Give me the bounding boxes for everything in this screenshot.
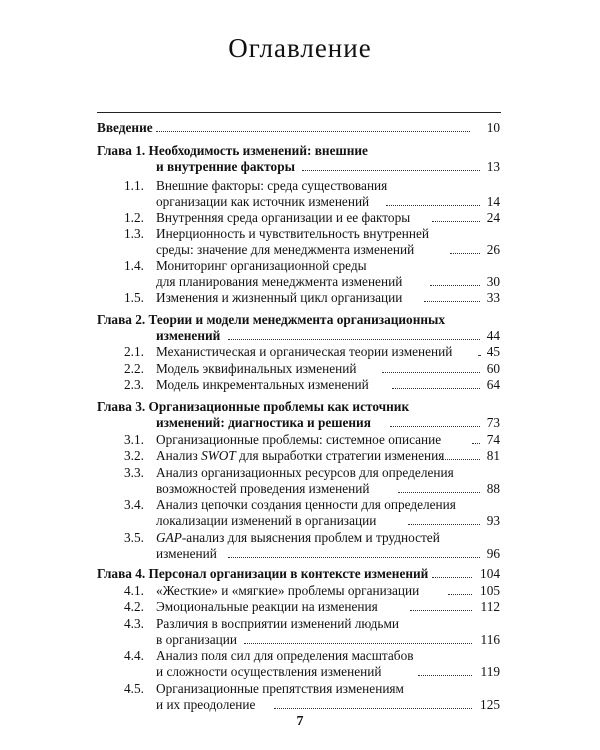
toc-page-number: 10 [486,120,500,135]
toc-section-4-1[interactable] [124,583,420,599]
section-title: «Жесткие» и «мягкие» проблемы организации [156,583,420,598]
toc-page-number: 45 [486,344,500,359]
toc-section-4-4[interactable] [124,648,414,664]
toc-page-number: 14 [486,194,500,209]
chapter-title-cont: изменений: диагностика и решения [156,415,371,430]
section-number: 1.3. [124,226,144,241]
chapter-number: Глава 4. [97,566,146,581]
leader-dots [386,205,480,206]
section-title: Организационные препятствия изменениям [156,681,404,696]
toc-section-3-1[interactable] [124,432,442,448]
toc-page-number: 96 [486,546,500,561]
leader-dots [472,443,480,444]
section-number: 3.3. [124,465,144,480]
toc-section-4-2[interactable] [124,599,378,615]
section-number: 3.2. [124,448,144,463]
section-title-b: для выработки стратегии изменения [235,448,445,463]
toc-page-number: 24 [486,210,500,225]
section-number: 2.3. [124,377,144,392]
leader-dots [424,301,480,302]
section-title-cont: организации как источник изменений [156,194,370,209]
toc-intro-label: Введение [97,120,153,135]
toc-page-number: 44 [486,328,500,343]
section-number: 1.2. [124,210,144,225]
leader-dots [430,285,480,286]
leader-dots [432,577,472,578]
toc-page-number: 81 [486,448,500,463]
section-number: 3.1. [124,432,144,447]
toc-section-2-3[interactable] [124,377,369,393]
chapter-title-cont: и внутренние факторы [156,159,295,174]
toc-page-number: 116 [480,632,500,647]
leader-dots [408,524,480,525]
section-number: 3.4. [124,497,144,512]
chapter-title: Персонал организации в контексте изменений [148,566,429,581]
section-title: Механистическая и органическая теории изменений [156,344,453,359]
toc-page-number: 26 [486,242,500,257]
toc-page-number: 60 [486,361,500,376]
leader-dots [448,594,472,595]
section-title: Мониторинг организационной среды [156,258,367,273]
section-title: Изменения и жизненный цикл организации [156,290,403,305]
leader-dots [302,170,480,171]
section-number: 4.4. [124,648,144,663]
chapter-title-cont: изменений [156,328,221,343]
chapter-title: Необходимость изменений: внешние [148,143,368,158]
toc-section-3-4[interactable] [124,497,456,513]
leader-dots [432,221,480,222]
toc-section-3-2[interactable] [124,448,445,464]
toc-page-number: 88 [486,481,500,496]
section-title: Различия в восприятии изменений людьми [156,616,400,631]
section-title: Внешние факторы: среда существования [156,178,388,193]
chapter-title: Теории и модели менеджмента организационных [148,312,446,327]
leader-dots [390,426,480,427]
leader-dots [478,355,480,356]
section-number: 2.1. [124,344,144,359]
section-number: 4.5. [124,681,144,696]
section-title: Анализ поля сил для определения масштабов [156,648,414,663]
section-title-cont: в организации [156,632,237,647]
toc-page-number: 104 [480,566,500,581]
section-number: 4.1. [124,583,144,598]
toc-page-number: 74 [486,432,500,447]
leader-dots [382,372,480,373]
section-number: 4.2. [124,599,144,614]
section-title-cont: и сложности осуществления изменений [156,664,382,679]
toc-section-1-3[interactable] [124,226,429,242]
section-title: Внутренняя среда организации и ее факторы [156,210,411,225]
top-rule [97,112,501,113]
toc-intro[interactable] [97,120,153,136]
section-title-italic: SWOT [201,448,236,463]
chapter-number: Глава 2. [97,312,146,327]
toc-page-number: 64 [486,377,500,392]
leader-dots [418,675,472,676]
toc-chapter-3[interactable] [97,399,409,415]
leader-dots [392,388,480,389]
section-title-cont: среды: значение для менеджмента изменений [156,242,415,257]
toc-page-number: 119 [480,664,500,679]
chapter-number: Глава 1. [97,143,146,158]
toc-section-2-1[interactable] [124,344,453,360]
toc-chapter-2[interactable] [97,312,445,328]
section-number: 1.5. [124,290,144,305]
leader-dots [156,131,470,132]
leader-dots [274,708,472,709]
leader-dots [228,557,480,558]
section-title: Организационные проблемы: системное описание [156,432,442,447]
toc-section-1-4[interactable] [124,258,367,274]
toc-section-2-2[interactable] [124,361,357,377]
toc-page-number: 73 [486,415,500,430]
leader-dots [244,643,472,644]
leader-dots [410,610,472,611]
section-title-b: -анализ для выяснения проблем и трудностей [181,530,440,545]
section-number: 2.2. [124,361,144,376]
leader-dots [228,339,480,340]
section-number: 1.1. [124,178,144,193]
toc-page-number: 125 [480,697,500,712]
toc-chapter-1[interactable] [97,143,368,159]
section-number: 4.3. [124,616,144,631]
section-title-cont: для планирования менеджмента изменений [156,274,403,289]
leader-dots [398,492,480,493]
section-title: Модель инкрементальных изменений [156,377,369,392]
section-title: Инерционность и чувствительность внутренней [156,226,429,241]
section-title-cont: изменений [156,546,217,561]
toc-section-4-5[interactable] [124,681,404,697]
section-title-italic: GAP [156,530,182,545]
section-number: 1.4. [124,258,144,273]
toc-section-1-1[interactable] [124,178,388,194]
toc-page-number: 93 [486,513,500,528]
toc-section-1-5[interactable] [124,290,403,306]
section-number: 3.5. [124,530,144,545]
toc-page-number: 30 [486,274,500,289]
toc-section-3-3[interactable] [124,465,454,481]
leader-dots [450,253,480,254]
leader-dots [436,459,480,460]
toc-page-number: 105 [480,583,500,598]
toc-section-4-3[interactable] [124,616,400,632]
section-title-cont: возможностей проведения изменений [156,481,370,496]
toc-page-number: 13 [486,159,500,174]
chapter-title: Организационные проблемы как источник [148,399,410,414]
toc-page-number: 33 [486,290,500,305]
section-title: Анализ цепочки создания ценности для определения [156,497,456,512]
page-title: Оглавление [228,33,372,63]
section-title-a: Анализ [156,448,202,463]
section-title-cont: локализации изменений в организации [156,513,377,528]
chapter-number: Глава 3. [97,399,146,414]
section-title: Эмоциональные реакции на изменения [156,599,378,614]
toc-chapter-4[interactable] [97,566,428,582]
toc-section-3-5[interactable] [124,530,440,546]
section-title: Анализ организационных ресурсов для определения [156,465,454,480]
section-title-cont: и их преодоление [156,697,256,712]
page-number: 7 [296,714,304,729]
toc-section-1-2[interactable] [124,210,411,226]
toc-page-number: 112 [480,599,500,614]
section-title: Модель эквифинальных изменений [156,361,357,376]
